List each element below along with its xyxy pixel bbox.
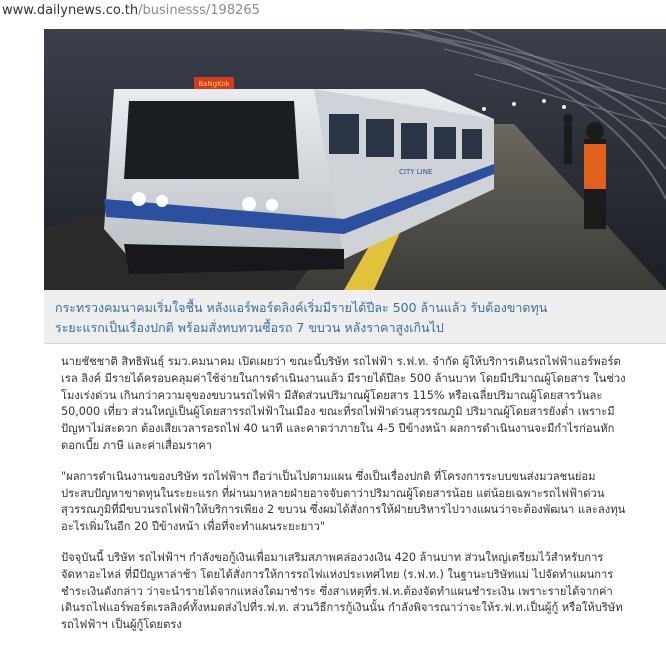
caption-line: ระยะแรกเป็นเรื่องปกติ พร้อมสั่งทบทวนซื้อรถ 7 ขบวน หลังราคาสูงเกินไป [55, 320, 444, 335]
source-path: /businesss/198265 [138, 3, 260, 18]
train-platform-illustration [44, 29, 666, 290]
photo-caption [44, 290, 666, 344]
article-line: โมงเร่งด่วน เกินกว่าความจุของขบวนรถไฟฟ้า มีสัดส่วนปริมาณผู้โดยสาร 115% หรือเฉลี่ยปริมาณผู้โดยสารวันละ [61, 388, 603, 402]
article-line: ประสบปัญหาขาดทุนในระยะแรก ที่ผ่านมาหลายฝ่ายอาจจับตาว่าปริมาณผู้โดยสารน้อย แต่น้อยเฉพาะรถไฟฟ้าด่วน [61, 486, 605, 500]
article-line: ปัจจุบันนี้ บริษัท รถไฟฟ้าฯ กำลังขอกู้เงินเพื่อมาเสริมสภาพคล่องวงเงิน 420 ล้านบาท ส่วนใหญ่เตรียมไว้สำหรับการ [61, 550, 604, 564]
news-photo [44, 29, 666, 290]
article-line: ดอกเบี้ย ภาษี และค่าเสื่อมราคา [61, 438, 213, 452]
article-line: ปัญหาไม่สะดวก ต้องเสียเวลารอรถไฟ 40 นาที และคาดว่าภายใน 4-5 ปีข้างหน้า ผลการดำเนินงานจะมีกำไรก่อนหัก [61, 422, 615, 436]
article-line: จัดหาอะไหล่ ที่มีปัญหาล่าช้า โดยได้สั่งการให้การรถไฟแห่งประเทศไทย (ร.ฟ.ท.) ในฐานะบริษัทแม่ ไปจัดทำแผนการ [61, 567, 614, 581]
article-line: เดินรถไฟแอร์พอร์ตเรลลิงค์ทั้งหมดส่งไปที่ร.ฟ.ท. ส่วนวิธีการกู้เงินนั้น กำลังพิจารณาว่าจะให้ร.ฟ.ท.เป็นผู้กู้ หรือให้บริษัท [61, 601, 623, 615]
source-url[interactable] [2, 2, 260, 20]
article-body [61, 354, 661, 648]
article-line: รถไฟฟ้าฯ เป็นผู้กู้โดยตรง [61, 618, 182, 632]
caption-line: กระทรวงคมนาคมเริ่มใจชื้น หลังแอร์พอร์ตลิงค์เริ่มมีรายได้ปีละ 500 ล้านแล้ว รับต้องขาดทุน [55, 300, 548, 315]
article-line: นายชัชชาติ สิทธิพันธุ์ รมว.คมนาคม เปิดเผยว่า ขณะนี้บริษัท รถไฟฟ้า ร.ฟ.ท. จำกัด ผู้ให้บริการเดินรถไฟฟ้าแอร์พอร์ต [61, 355, 621, 368]
article-line: 50,000 เที่ยว ส่วนใหญ่เป็นผู้โดยสารรถไฟฟ้าในเมือง ขณะที่รถไฟฟ้าด่วนสุวรรณภูมิ ปริมาณผู้โดยสารยังต่ำ เพราะมี [61, 405, 615, 419]
article-line: "ผลการดำเนินงานของบริษัท รถไฟฟ้าฯ ถือว่าเป็นไปตามแผน ซึ่งเป็นเรื่องปกติ ที่โครงการระบบขนส่งมวลชนย่อม [61, 469, 596, 483]
article-line: สุวรรณภูมิที่มีขบวนรถไฟฟ้าให้บริการเพียง 2 ขบวน ซึ่งผมได้สั่งการให้ฝ่ายบริหารไปวางแผนว่าจะต้องพัฒนา และลงทุน [61, 503, 626, 517]
article-paragraph [61, 550, 661, 634]
article-line: อะไรเพิ่มในอีก 20 ปีข้างหน้า เพื่อที่จะทำแผนระยะยาว" [61, 520, 326, 534]
source-host: www.dailynews.co.th [2, 3, 139, 18]
train-side-label: CITY LINE [399, 168, 433, 176]
article-paragraph [61, 469, 661, 536]
destination-sign-text: BaNgKok [198, 80, 230, 88]
article-paragraph [61, 354, 661, 455]
article-line: เรล ลิงค์ มีรายได้ครอบคลุมค่าใช้จ่ายในการดำเนินงานแล้ว มีรายได้ปีละ 500 ล้านบาท โดยมีปริมาณผู้โดยสาร ในช่วง [61, 371, 626, 385]
article-line: ชำระเงินดังกล่าว ว่าจะนำรายได้จากแหล่งใดมาชำระ ซึ่งสาเหตุที่ร.ฟ.ท.ต้องจัดทำแผนชำระเงิน เพราะรายได้จากค่า [61, 584, 613, 598]
